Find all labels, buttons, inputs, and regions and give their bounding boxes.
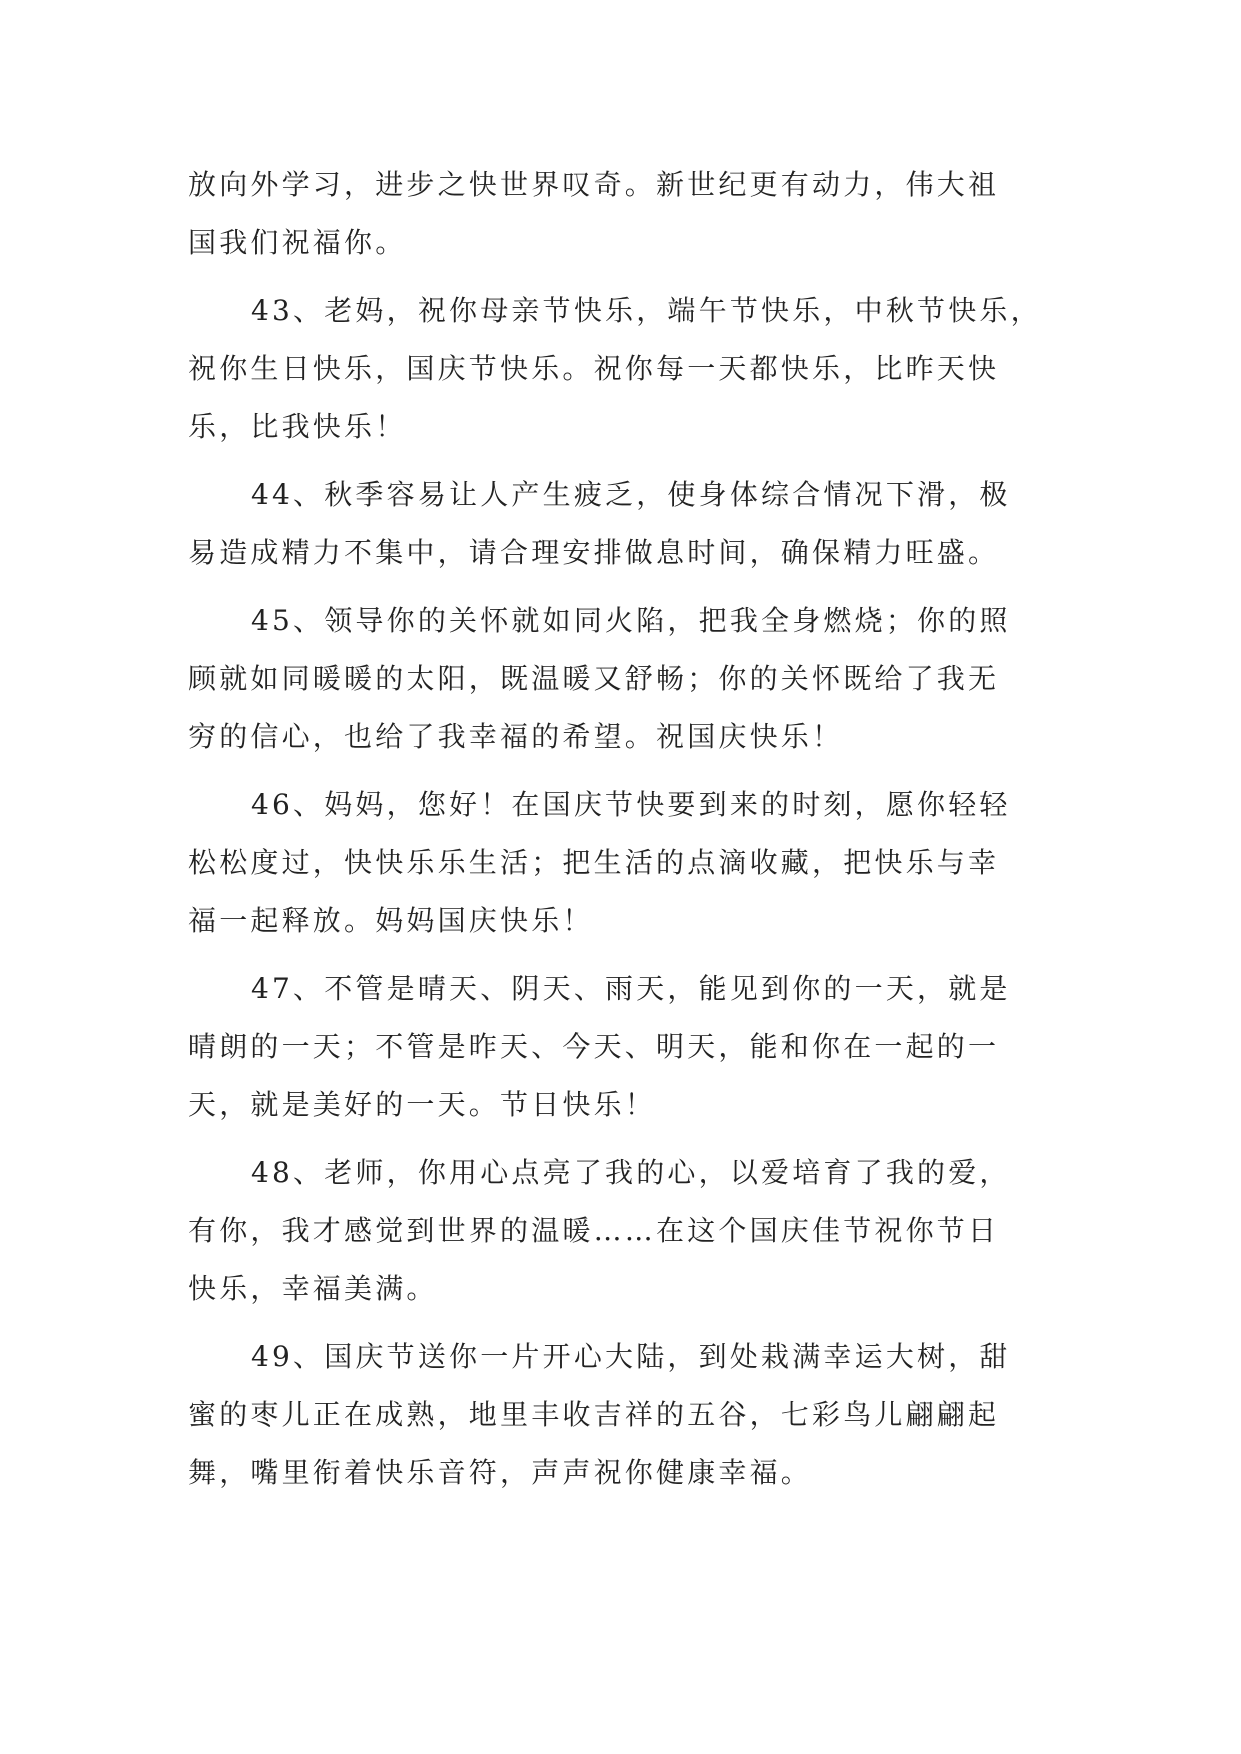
paragraph-46 xyxy=(188,776,1050,950)
text-line: 44、秋季容易让人产生疲乏，使身体综合情况下滑，极 xyxy=(251,478,1011,511)
paragraph-43 xyxy=(188,282,1050,456)
text-line: 福一起释放。妈妈国庆快乐！ xyxy=(188,904,594,937)
paragraph-48 xyxy=(188,1144,1050,1318)
text-line: 松松度过，快快乐乐生活；把生活的点滴收藏，把快乐与幸 xyxy=(188,846,1000,879)
text-line: 易造成精力不集中，请合理安排做息时间，确保精力旺盛。 xyxy=(188,536,1000,569)
text-line: 47、不管是晴天、阴天、雨天，能见到你的一天，就是 xyxy=(251,972,1011,1005)
text-line: 顾就如同暖暖的太阳，既温暖又舒畅；你的关怀既给了我无 xyxy=(188,662,1000,695)
text-line: 晴朗的一天；不管是昨天、今天、明天，能和你在一起的一 xyxy=(188,1030,1000,1063)
paragraph-47 xyxy=(188,960,1050,1134)
text-line: 天，就是美好的一天。节日快乐！ xyxy=(188,1088,657,1121)
text-line: 45、领导你的关怀就如同火陷，把我全身燃烧；你的照 xyxy=(251,604,1011,637)
text-line: 49、国庆节送你一片开心大陆，到处栽满幸运大树，甜 xyxy=(251,1340,1011,1373)
paragraph-42-continuation xyxy=(188,156,1050,272)
text-line: 46、妈妈，您好！在国庆节快要到来的时刻，愿你轻轻 xyxy=(251,788,1011,821)
text-line: 放向外学习，进步之快世界叹奇。新世纪更有动力，伟大祖 xyxy=(188,168,1000,201)
text-line: 有你，我才感觉到世界的温暖……在这个国庆佳节祝你节日 xyxy=(188,1214,1000,1247)
text-line: 43、老妈，祝你母亲节快乐，端午节快乐，中秋节快乐， xyxy=(251,294,1042,327)
text-line: 乐，比我快乐！ xyxy=(188,410,407,443)
text-line: 48、老师，你用心点亮了我的心，以爱培育了我的爱， xyxy=(251,1156,1011,1189)
text-line: 快乐，幸福美满。 xyxy=(188,1272,438,1305)
text-line: 国我们祝福你。 xyxy=(188,226,407,259)
text-line: 舞，嘴里衔着快乐音符，声声祝你健康幸福。 xyxy=(188,1456,813,1489)
document-body xyxy=(188,156,1050,1502)
paragraph-44 xyxy=(188,466,1050,582)
text-line: 祝你生日快乐，国庆节快乐。祝你每一天都快乐，比昨天快 xyxy=(188,352,1000,385)
paragraph-49 xyxy=(188,1328,1050,1502)
text-line: 蜜的枣儿正在成熟，地里丰收吉祥的五谷，七彩鸟儿翩翩起 xyxy=(188,1398,1000,1431)
paragraph-45 xyxy=(188,592,1050,766)
text-line: 穷的信心，也给了我幸福的希望。祝国庆快乐！ xyxy=(188,720,844,753)
